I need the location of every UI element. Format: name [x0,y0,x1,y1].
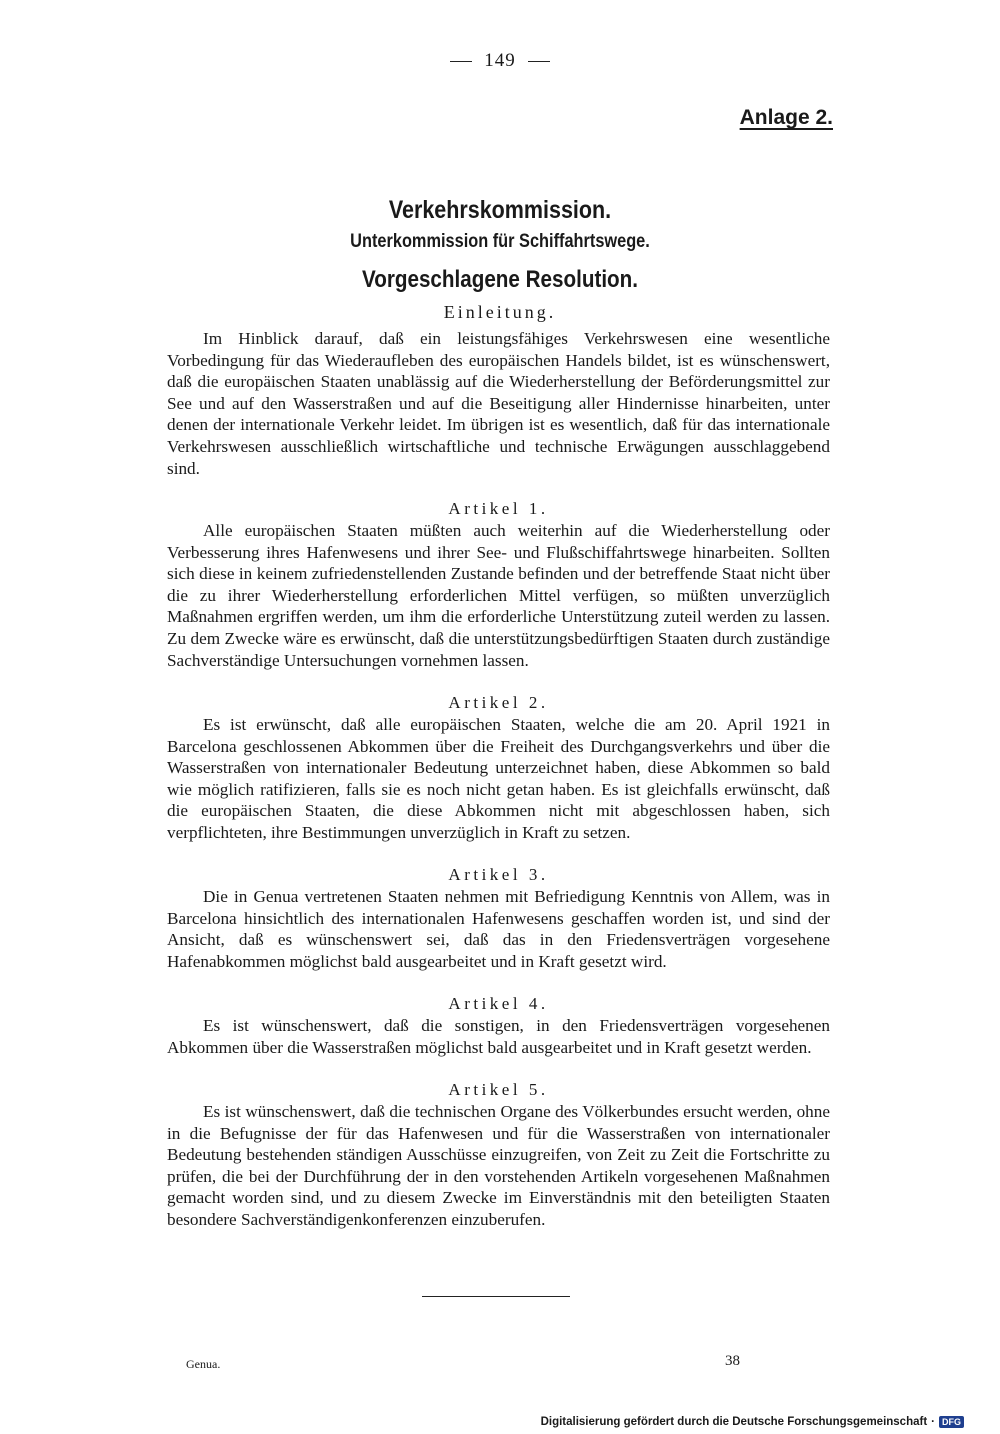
article-5-heading: Artikel 5. [448,1080,549,1099]
article-4-section [167,1015,830,1058]
page-number-line [0,50,1000,72]
article-1-paragraph: Alle europäischen Staaten müßten auch weiterhin auf die Wiederherstellung oder Verbesserung ihres Hafenwesens und ihrer See- und Flußschiffahrtswege hinarbeiten. Sollten sich diese in keinem zufriedenstellenden Zustande befinden und der betreffende Staat nicht über die zu ihrer Wiederherstellung erforderlichen Mittel verfügen, so müßten unverzüglich Maßnahmen ergriffen werden, um ihm die erforderliche Unterstützung zuteil werden zu lassen. Zu dem Zwecke wäre es erwünscht, daß die unterstützungsbedürftigen Staaten durch zuständige Sachverständige Untersuchungen vornehmen lassen. [167,521,830,670]
article-3-section [167,886,830,972]
introduction-section [167,328,830,479]
dfg-logo-icon: DFG [939,1416,964,1428]
article-2-section [167,714,830,844]
article-2-heading-wrap [167,692,830,714]
article-3-paragraph: Die in Genua vertretenen Staaten nehmen mit Befriedigung Kenntnis von Allem, was in Barcelona hinsichtlich des internationalen Hafenwesens geschaffen worden ist, und sind der Ansicht, daß es wünschenswert sei, daß das in den Friedensverträgen vorgesehene Hafenabkommen möglichst bald ausgearbeitet und in Kraft gesetzt wird. [167,887,830,971]
introduction-paragraph: Im Hinblick darauf, daß ein leistungsfähiges Verkehrswesen eine wesentliche Vorbedingung für das Wiederaufleben des europäischen Handels bildet, ist es wünschenswert, daß die europäischen Staaten unablässig auf die Wiederherstellung der Beförderungsmittel zur See und auf den Wasserstraßen und auf die Beseitigung aller Hindernisse hinarbeiten, unter denen der internationale Verkehr leidet. Im übrigen ist es wesentlich, daß für das internationale Verkehrswesen ausschließlich wirtschaftliche und technische Erwägungen ausschlaggebend sind. [167,329,830,478]
article-2-heading: Artikel 2. [448,693,549,712]
digitization-credit [541,1416,964,1428]
dash-left [450,61,472,62]
article-4-heading: Artikel 4. [448,994,549,1013]
article-1-heading: Artikel 1. [448,499,549,518]
resolution-title: Vorgeschlagene Resolution. [361,266,639,293]
article-2-paragraph: Es ist erwünscht, daß alle europäischen Staaten, welche die am 20. April 1921 in Barcelona geschlossenen Abkommen über die Freiheit des Durchgangsverkehrs und über die Wasserstraßen von internationaler Bedeutung unterzeichnet haben, diese Abkommen so bald wie möglich ratifizieren, falls sie es noch nicht getan haben. Es ist gleichfalls erwünscht, daß die europäischen Staaten, die diese Abkommen nicht mit abgeschlossen haben, sich verpflichteten, ihre Bestimmungen unverzüglich in Kraft zu setzen. [167,715,830,842]
credit-separator: · [931,1416,935,1428]
dash-right [528,61,550,62]
footer-sheet-number: 38 [725,1353,740,1369]
article-4-heading-wrap [167,993,830,1015]
page-number: 149 [484,50,516,71]
article-5-section [167,1101,830,1231]
article-3-heading-wrap [167,864,830,886]
commission-title: Verkehrskommission. [388,196,612,224]
article-1-section [167,520,830,671]
article-5-paragraph: Es ist wünschenswert, daß die technischen Organe des Völkerbundes ersucht werden, ohne in die Befugnisse der für das Hafenwesen und für die Wasserstraßen von internationaler Bedeutung bestehenden ständigen Ausschüsse einzugreifen, von Zeit zu Zeit die Fortschritte zu prüfen, die bei der Durchführung der in den vorstehenden Artikeln vorgesehenen Maßnahmen gemacht worden sind, und zu diesem Zwecke im Einverständnis mit den beteiligten Staaten besondere Sachverständigenkonferenzen einzuberufen. [167,1102,830,1229]
closing-rule [422,1296,570,1297]
article-4-paragraph: Es ist wünschenswert, daß die sonstigen, in den Friedensverträgen vorgesehenen Abkommen über die Wasserstraßen möglichst bald ausgearbeitet und in Kraft gesetzt werden. [167,1016,830,1057]
footer-signature: Genua. [186,1357,221,1371]
article-1-heading-wrap [167,498,830,520]
subcommission-title: Unterkommission für Schiffahrtswege. [350,231,650,252]
annex-label: Anlage 2. [739,106,833,129]
article-3-heading: Artikel 3. [448,865,549,884]
article-5-heading-wrap [167,1079,830,1101]
introduction-heading: Einleitung. [443,302,557,322]
credit-text: Digitalisierung gefördert durch die Deutsche Forschungsgemeinschaft [540,1416,928,1428]
